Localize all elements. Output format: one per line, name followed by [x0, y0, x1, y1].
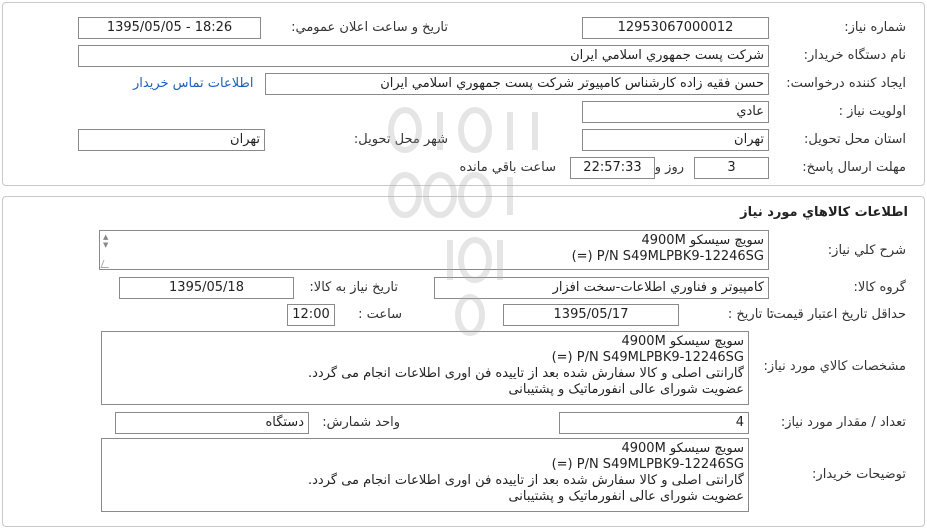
scroll-down-icon[interactable]: ▼	[103, 241, 109, 249]
general-desc-line: P/N S49MLPBK9-12246SG (=)	[571, 249, 764, 264]
unit-field[interactable]: دستگاه	[115, 412, 309, 434]
announce-field[interactable]: 1395/05/05 - 18:26	[78, 17, 261, 39]
deadline-label: مهلت ارسال پاسخ:	[802, 160, 906, 175]
remaining-label: ساعت باقي مانده	[459, 160, 556, 175]
time-label: ساعت :	[358, 307, 402, 322]
buyer-contact-link[interactable]: اطلاعات تماس خريدار	[133, 76, 254, 91]
spec-line: P/N S49MLPBK9-12246SG (=)	[551, 350, 744, 365]
need-number-field[interactable]: 12953067000012	[582, 17, 769, 39]
qty-label: تعداد / مقدار مورد نياز:	[780, 415, 906, 430]
general-desc-line: سويچ سيسكو 4900M	[641, 233, 764, 248]
items-panel	[2, 196, 925, 527]
group-label: گروه كالا:	[853, 280, 906, 295]
buyer-notes-line: سويچ سيسكو 4900M	[621, 441, 744, 456]
city-field[interactable]: تهران	[78, 129, 265, 151]
buyer-org-field[interactable]: شركت پست جمهوري اسلامي ايران	[78, 45, 769, 67]
scroll-up-icon[interactable]: ▲	[103, 233, 109, 241]
until-date-label: تا تاريخ :	[727, 307, 774, 322]
items-section-title: اطلاعات كالاهاي مورد نياز	[740, 205, 908, 220]
spec-line: گارانتی اصلی و کالا سفارش شده بعد از تاييده فن اوری اطلاعات انجام می گردد.	[308, 366, 744, 381]
buyer-notes-line: عضويت شورای عالی انفورماتيک و پشتيبانی	[508, 489, 744, 504]
time-field[interactable]: 12:00	[287, 304, 335, 326]
requester-label: ايجاد کننده درخواست:	[786, 76, 906, 91]
announce-label: تاريخ و ساعت اعلان عمومي:	[291, 20, 448, 35]
qty-field[interactable]: 4	[559, 412, 749, 434]
group-field[interactable]: كامپيوتر و فناوري اطلاعات-سخت افزار	[434, 277, 769, 299]
buyer-notes-line: P/N S49MLPBK9-12246SG (=)	[551, 457, 744, 472]
spec-line: سويچ سيسكو 4900M	[621, 334, 744, 349]
buyer-notes-line: گارانتی اصلی و کالا سفارش شده بعد از تاييده فن اوری اطلاعات انجام می گردد.	[308, 473, 744, 488]
spec-line: عضويت شورای عالی انفورماتيک و پشتيبانی	[508, 382, 744, 397]
province-label: استان محل تحويل:	[804, 132, 906, 147]
unit-label: واحد شمارش:	[322, 415, 400, 430]
general-desc-textarea[interactable]	[99, 230, 769, 270]
requester-field[interactable]: حسن فقيه زاده كارشناس كامپيوتر شركت پست جمهوري اسلامي ايران	[265, 73, 769, 95]
need-date-field[interactable]: 1395/05/18	[119, 277, 294, 299]
priority-label: اولويت نياز :	[838, 104, 906, 119]
buyer-org-label: نام دستگاه خريدار:	[803, 48, 906, 63]
spec-textarea[interactable]	[101, 331, 749, 405]
spec-label: مشخصات كالاي مورد نياز:	[763, 359, 906, 374]
deadline-time-field[interactable]: 22:57:33	[570, 157, 655, 179]
need-number-label: شماره نياز:	[844, 20, 906, 35]
need-date-label: تاريخ نياز به كالا:	[309, 280, 398, 295]
need-info-panel	[2, 2, 925, 186]
province-field[interactable]: تهران	[582, 129, 769, 151]
until-date-field[interactable]: 1395/05/17	[503, 304, 679, 326]
buyer-notes-label: توضيحات خريدار:	[812, 467, 906, 482]
min-validity-label: حداقل تاريخ اعتبار قيمت:	[768, 307, 906, 322]
city-label: شهر محل تحويل:	[353, 132, 448, 147]
deadline-days-field[interactable]: 3	[694, 157, 769, 179]
priority-field[interactable]: عادي	[582, 101, 769, 123]
resize-handle-icon[interactable]	[101, 260, 112, 268]
general-desc-label: شرح كلي نياز:	[827, 243, 906, 258]
buyer-notes-textarea[interactable]	[101, 438, 749, 512]
days-word: روز و	[654, 160, 684, 175]
